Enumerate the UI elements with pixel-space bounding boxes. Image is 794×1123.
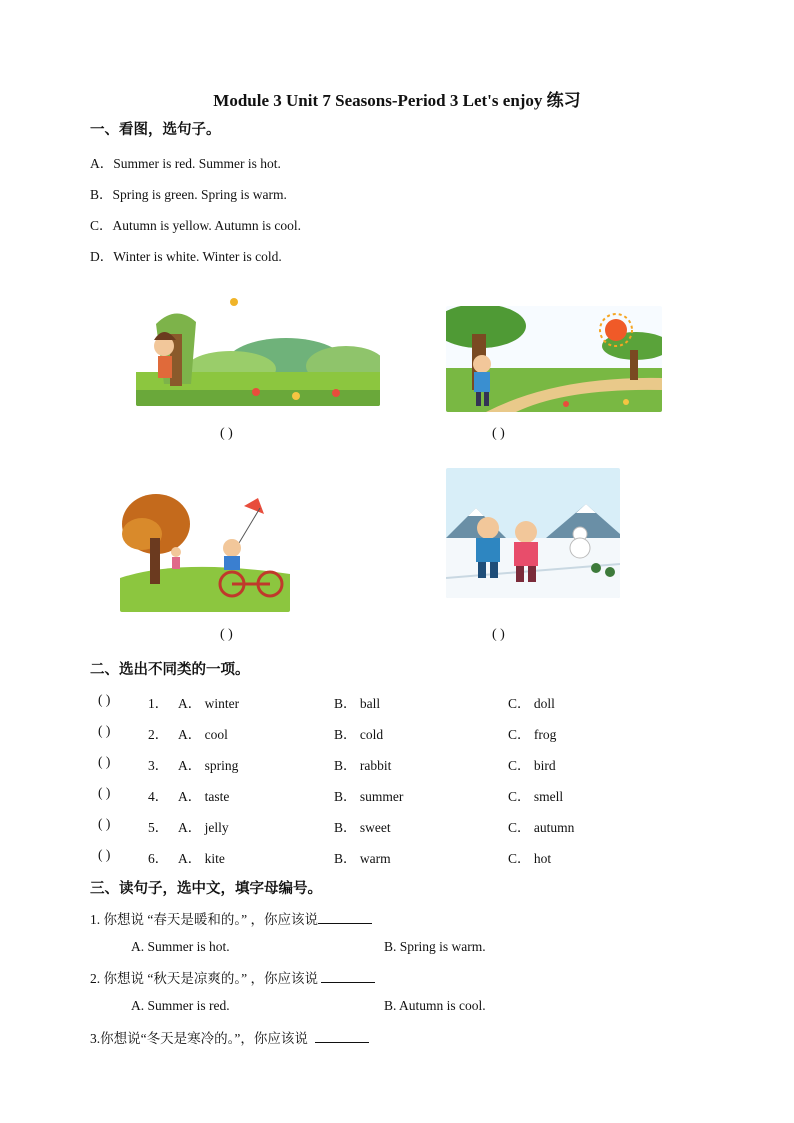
winter-picture [446, 468, 620, 598]
spring-picture [136, 294, 380, 406]
odd-one-out-row: ( ) 3． A． spring B． rabbit C． bird [98, 754, 556, 773]
answer-paren[interactable]: ( ) [98, 847, 111, 862]
question-1: 1. 你想说 “春天是暖和的。” ，你应该说 [90, 908, 372, 928]
summer-picture [446, 306, 662, 412]
section2-heading: 二、选出不同类的一项。 [90, 662, 250, 678]
question-1-option-a: A. Summer is hot. [131, 939, 230, 954]
question-2-option-b: B. Autumn is cool. [384, 998, 486, 1013]
answer-blank-4[interactable]: ( ) [492, 627, 505, 642]
odd-one-out-row: ( ) 2． A． cool B． cold C． frog [98, 723, 557, 742]
option-a: A．Summer is red. Summer is hot. [90, 156, 281, 171]
section1-heading: 一、看图，选句子。 [90, 122, 221, 138]
answer-paren[interactable]: ( ) [98, 723, 111, 738]
option-c: C．Autumn is yellow. Autumn is cool. [90, 218, 302, 233]
fill-blank-1[interactable] [318, 909, 372, 924]
odd-one-out-row: ( ) 6． A． kite B． warm C． hot [98, 847, 552, 866]
odd-one-out-row: ( ) 4． A． taste B． summer C． smell [98, 785, 564, 804]
question-2-option-a: A. Summer is red. [131, 998, 230, 1013]
answer-paren[interactable]: ( ) [98, 816, 111, 831]
option-d: D．Winter is white. Winter is cold. [90, 249, 282, 264]
answer-blank-2[interactable]: ( ) [492, 426, 505, 441]
question-2: 2. 你想说 “秋天是凉爽的。” ，你应该说 [90, 967, 375, 987]
question-3: 3.你想说“冬天是寒冷的。”，你应该说 [90, 1027, 369, 1047]
page-title: Module 3 Unit 7 Seasons-Period 3 Let's enjoy 练习 [213, 91, 581, 110]
fill-blank-3[interactable] [315, 1028, 369, 1043]
answer-paren[interactable]: ( ) [98, 754, 111, 769]
answer-paren[interactable]: ( ) [98, 692, 111, 707]
section3-heading: 三、读句子，选中文，填字母编号。 [90, 881, 322, 897]
fill-blank-2[interactable] [321, 968, 375, 983]
option-b: B．Spring is green. Spring is warm. [90, 187, 287, 202]
question-1-option-b: B. Spring is warm. [384, 939, 486, 954]
answer-blank-1[interactable]: ( ) [220, 426, 233, 441]
odd-one-out-row: ( ) 1． A． winter B． ball C． doll [98, 692, 555, 711]
answer-paren[interactable]: ( ) [98, 785, 111, 800]
autumn-picture [120, 478, 290, 612]
odd-one-out-row: ( ) 5． A． jelly B． sweet C． autumn [98, 816, 575, 835]
answer-blank-3[interactable]: ( ) [220, 627, 233, 642]
